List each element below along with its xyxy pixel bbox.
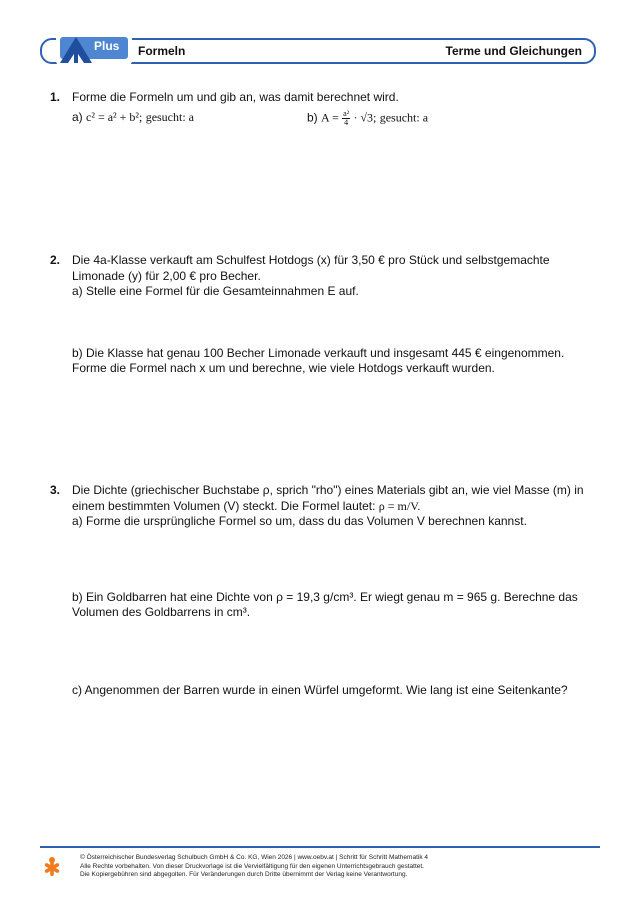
formula-b-lhs: A = <box>321 110 339 125</box>
sought-b: gesucht: a <box>379 110 429 125</box>
task-number: 1. <box>50 90 61 104</box>
logo-label: Plus <box>94 39 120 53</box>
subtask-a: a) Stelle eine Formel für die Gesamteinnahmen E auf. <box>72 284 359 298</box>
subtask-a: a) Forme die ursprüngliche Formel so um, dass du das Volumen V berechnen kannst. <box>72 514 527 528</box>
task-text: Die 4a-Klasse verkauft am Schulfest Hotdogs (x) für 3,50 € pro Stück und selbstgemachte Limonade (y) für 2,00 € pro Becher. <box>72 253 550 283</box>
fraction-numerator: a² <box>343 108 350 118</box>
task-3 <box>50 483 602 698</box>
footer-divider <box>40 846 600 848</box>
subtask-a-prefix: a) <box>72 109 83 124</box>
task-2 <box>50 253 602 377</box>
fraction-denominator: 4 <box>344 117 349 127</box>
formula-a: c² = a² + b²; <box>86 109 143 124</box>
formula-b-rest: · √3; <box>353 110 377 125</box>
task-number: 3. <box>50 483 61 497</box>
task-1-formulas <box>72 110 602 132</box>
header-left-title: Formeln <box>138 44 186 58</box>
task-text <box>72 483 602 514</box>
sought-a: gesucht: a <box>145 109 195 124</box>
plus-logo-icon <box>56 33 132 69</box>
task-text-content: Die Dichte (griechischer Buchstabe ρ, sprich "rho") eines Materials gibt an, wie viel Masse (m) in einem bestimmten Volumen (V) steckt. Die Formel lautet: <box>72 483 584 513</box>
task-text: Forme die Formeln um und gib an, was damit berechnet wird. <box>72 90 399 104</box>
density-formula: ρ = m/V. <box>378 498 421 513</box>
footer-line-2: Alle Rechte vorbehalten. Von dieser Druckvorlage ist die Vervielfältigung für den eigenen Unterrichtsgebrauch gestattet. <box>80 862 424 870</box>
footer-line-3: Die Kopiergebühren sind abgegolten. Für Veränderungen durch Dritte übernimmt der Verlag keine Verantwortung. <box>80 871 408 878</box>
subtask-b: b) Die Klasse hat genau 100 Becher Limonade verkauft und insgesamt 445 € eingenommen. Forme die Formel nach x um und berechne, wie viele Hotdogs verkauft wurden. <box>72 345 565 375</box>
subtask-b: b) Ein Goldbarren hat eine Dichte von ρ = 19,3 g/cm³. Er wiegt genau m = 965 g. Berechne das Volumen des Goldbarrens in cm³. <box>72 589 578 619</box>
subtask-b-prefix: b) <box>307 110 318 125</box>
subtask-c: c) Angenommen der Barren wurde in einen Würfel umgeformt. Wie lang ist eine Seitenkante? <box>72 682 568 697</box>
publisher-star-icon <box>40 856 64 880</box>
task-number: 2. <box>50 253 61 267</box>
task-1 <box>50 90 602 132</box>
header-right-title: Terme und Gleichungen <box>445 44 582 58</box>
footer-line-1: © Österreichischer Bundesverlag Schulbuch GmbH & Co. KG, Wien 2026 | www.oebv.at | Schritt für Schritt Mathematik 4 <box>80 854 428 861</box>
footer-text <box>80 854 428 880</box>
fraction <box>342 110 350 127</box>
